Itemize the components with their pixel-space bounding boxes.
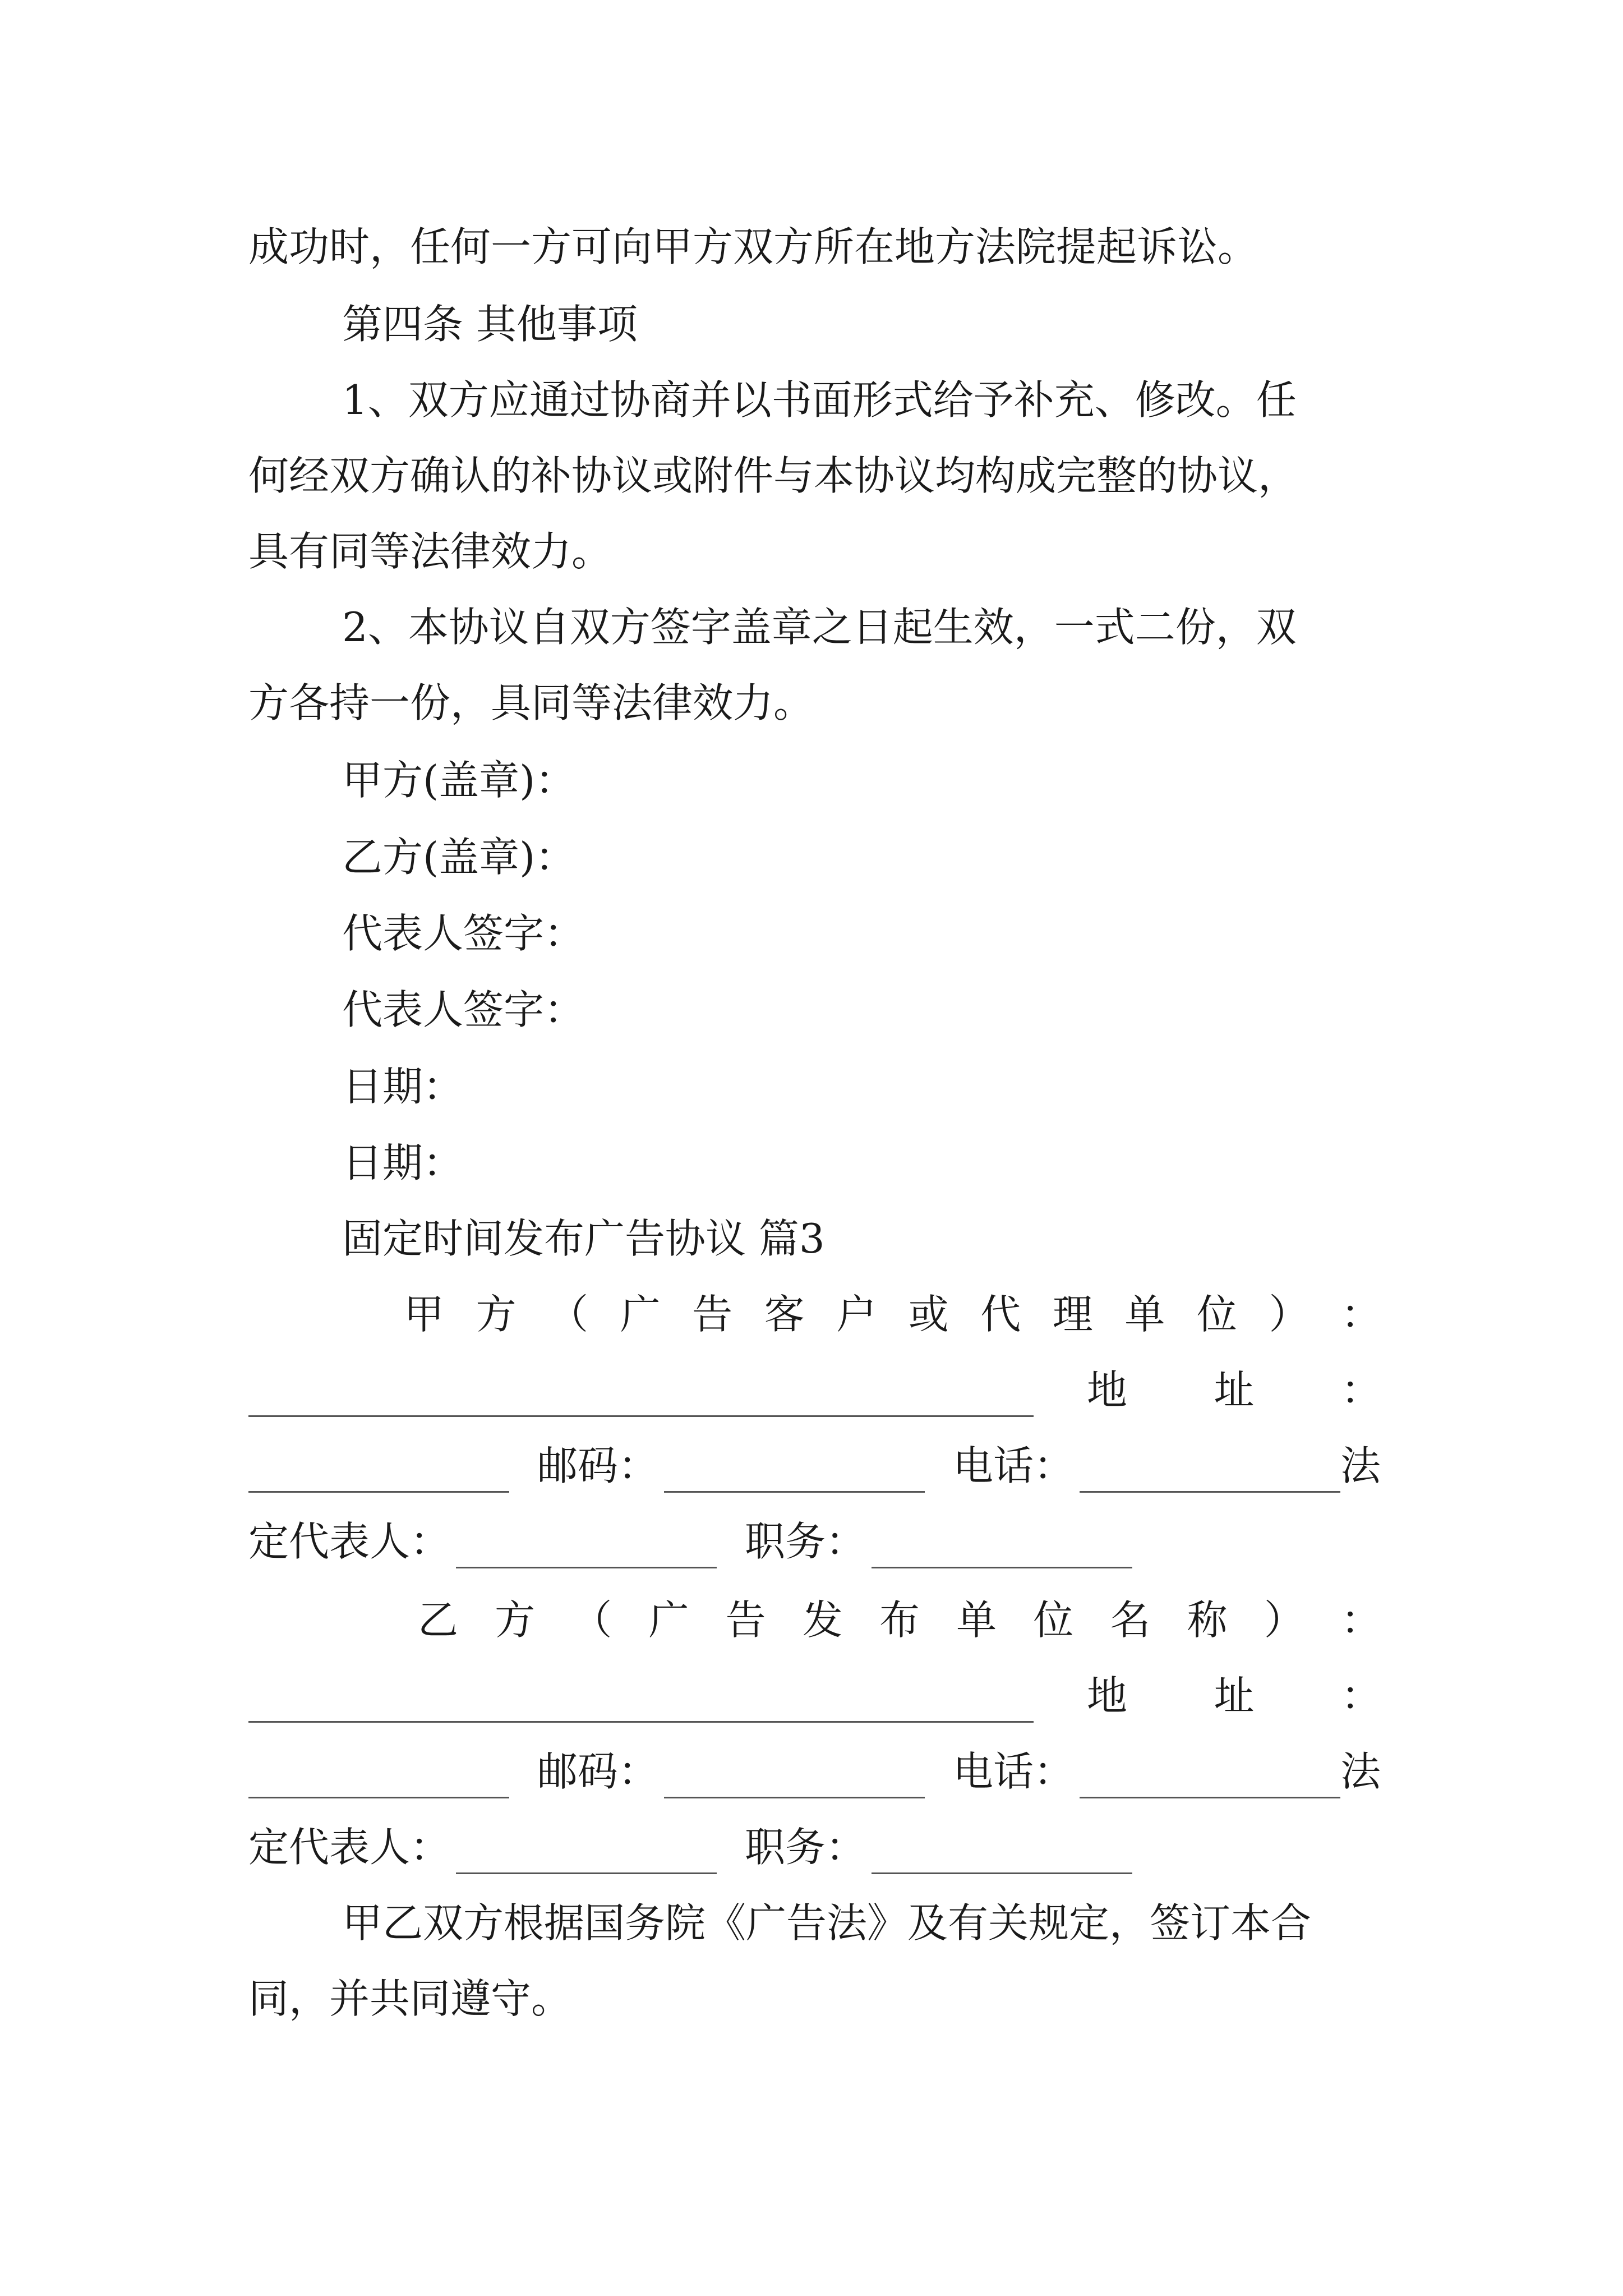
paragraph-line: 何经双方确认的补协议或附件与本协议均构成完整的协议， [248,452,1299,499]
party-a-heading-char: 客 [764,1291,805,1338]
section-heading: 第四条 其他事项 [342,301,638,348]
paragraph-line: 具有同等法律效力。 [248,528,612,575]
signature-label: 甲方(盖章)： [342,757,576,804]
party-a-rep-row [248,1515,1381,1568]
party-a-legal-rep-blank[interactable] [456,1524,717,1568]
party-a-address-blank[interactable] [248,1448,509,1493]
party-b-heading-char: （ [571,1596,612,1644]
phone-label: 电话： [953,1442,1075,1489]
party-a-heading-char: 甲 [404,1291,445,1338]
date-label: 日期： [342,1139,464,1186]
signature-label: 乙方(盖章)： [342,834,576,881]
party-b-address-blank[interactable] [248,1754,509,1798]
position-label: 职务： [745,1518,866,1565]
party-a-heading [404,1287,1381,1341]
party-b-heading-char: 单 [956,1596,997,1644]
party-b-heading-char: 告 [725,1596,766,1644]
party-b-heading-char: 乙 [418,1596,459,1644]
party-a-postcode-blank[interactable] [664,1448,925,1493]
party-a-heading-char: 位 [1196,1291,1237,1338]
party-b-address-row [248,1669,1381,1723]
party-a-address-row [248,1363,1381,1417]
party-a-heading-char: ） [1269,1291,1310,1338]
paragraph-line: 方各持一份，具同等法律效力。 [248,679,814,726]
party-a-heading-char: 户 [836,1291,877,1338]
postcode-label: 邮码： [537,1442,659,1489]
party-a-position-blank[interactable] [872,1524,1132,1568]
position-label: 职务： [745,1824,866,1871]
legal-rep-label: 定代表人： [248,1824,451,1871]
party-b-position-blank[interactable] [872,1830,1132,1874]
party-a-heading-char: 方 [476,1291,517,1338]
date-label: 日期： [342,1063,464,1110]
postcode-label: 邮码： [537,1748,659,1795]
party-a-name-blank[interactable] [248,1373,1034,1417]
paragraph-line: 同，并共同遵守。 [248,1975,572,2022]
paragraph-line: 甲乙双方根据国务院《广告法》及有关规定，签订本合 [342,1899,1312,1947]
party-a-heading-char: 代 [980,1291,1021,1338]
party-a-heading-char: ： [1340,1291,1381,1338]
party-b-phone-blank[interactable] [1080,1754,1340,1798]
party-b-heading-char: 布 [879,1596,920,1644]
party-a-heading-char: 或 [908,1291,949,1338]
party-b-heading-char: 方 [495,1596,536,1644]
paragraph-line: 2、本协议自双方签字盖章之日起生效，一式二份，双 [342,604,1297,651]
party-a-heading-char: 单 [1124,1291,1165,1338]
party-b-heading-char: 发 [802,1596,843,1644]
party-b-rep-row [248,1820,1381,1874]
party-b-heading-char: 广 [648,1596,689,1644]
legal-rep-label-head: 法 [1340,1748,1381,1795]
party-b-heading-char: 称 [1187,1596,1228,1644]
party-b-heading-char: ： [1340,1596,1381,1644]
paragraph-line: 成功时，任何一方可向甲方双方所在地方法院提起诉讼。 [248,223,1258,270]
phone-label: 电话： [953,1748,1075,1795]
party-b-name-blank[interactable] [248,1678,1034,1723]
legal-rep-label-head: 法 [1340,1442,1381,1489]
party-a-heading-char: 理 [1052,1291,1093,1338]
address-label: 地 址 ： [1087,1672,1381,1719]
party-b-heading [418,1593,1381,1647]
party-b-heading-char: 名 [1110,1596,1151,1644]
party-a-heading-char: （ [548,1291,589,1338]
party-b-legal-rep-blank[interactable] [456,1830,717,1874]
party-b-heading-char: 位 [1033,1596,1074,1644]
signature-label: 代表人签字： [342,910,585,957]
legal-rep-label: 定代表人： [248,1518,451,1565]
paragraph-line: 1、双方应通过协商并以书面形式给予补充、修改。任 [342,376,1297,424]
party-b-contact-row [248,1745,1381,1798]
party-a-phone-blank[interactable] [1080,1448,1340,1493]
party-b-heading-char: ） [1264,1596,1304,1644]
party-a-contact-row [248,1439,1381,1493]
agreement-title: 固定时间发布广告协议 篇3 [342,1215,825,1262]
signature-label: 代表人签字： [342,986,585,1033]
party-b-postcode-blank[interactable] [664,1754,925,1798]
address-label: 地 址 ： [1087,1366,1381,1414]
party-a-heading-char: 告 [692,1291,733,1338]
party-a-heading-char: 广 [620,1291,661,1338]
